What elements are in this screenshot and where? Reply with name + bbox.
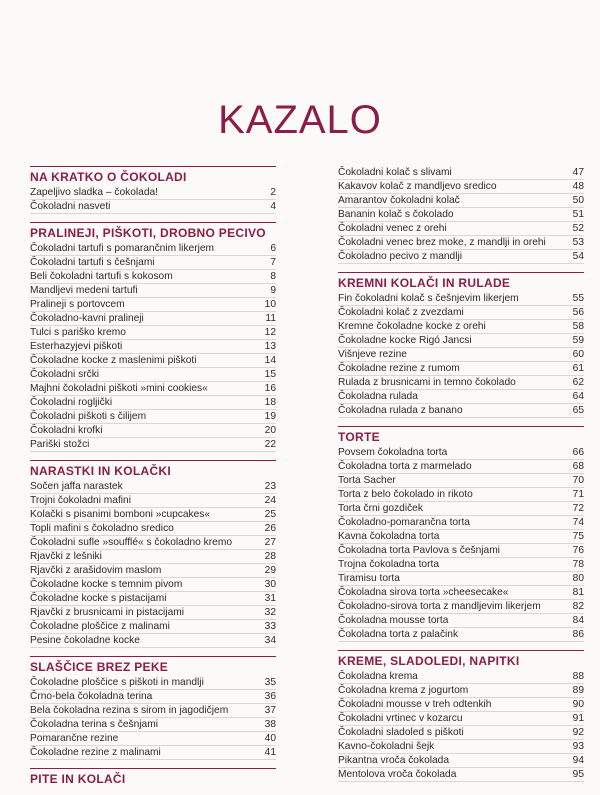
entry-title: Torta z belo čokolado in rikoto [338, 489, 473, 500]
section-heading: TORTE [338, 426, 584, 445]
entry-page-number: 25 [264, 509, 276, 520]
entry-title: Čokoladno-sirova torta z mandljevim likerjem [338, 601, 541, 612]
entry-title: Fin čokoladni kolač s češnjevim likerjem [338, 293, 519, 304]
entry-title: Mentolova vroča čokolada [338, 769, 457, 780]
entry-title: Kavna čokoladna torta [338, 531, 440, 542]
toc-entry[interactable] [30, 396, 276, 410]
entry-title: Rjavčki z brusnicami in pistacijami [30, 607, 184, 618]
toc-entry[interactable] [338, 544, 584, 558]
toc-entry[interactable] [30, 480, 276, 494]
toc-entry[interactable] [30, 200, 276, 214]
entry-title: Pralineji s portovcem [30, 299, 125, 310]
toc-entry[interactable] [338, 586, 584, 600]
toc-entry[interactable] [30, 410, 276, 424]
toc-entry[interactable] [338, 334, 584, 348]
entry-page-number: 51 [572, 209, 584, 220]
entry-title: Čokoladni vrtinec v kozarcu [338, 713, 463, 724]
entry-page-number: 52 [572, 223, 584, 234]
toc-entry[interactable] [338, 208, 584, 222]
section-heading: KREME, SLADOLEDI, NAPITKI [338, 650, 584, 669]
toc-section [338, 426, 584, 642]
toc-entry[interactable] [338, 306, 584, 320]
entry-title: Amarantov čokoladni kolač [338, 195, 460, 206]
entry-title: Čokoladni kolač z zvezdami [338, 307, 464, 318]
entry-title: Čokoladna torta z palačink [338, 629, 459, 640]
toc-left-column [30, 166, 276, 795]
entry-page-number: 33 [264, 621, 276, 632]
toc-entry[interactable] [30, 606, 276, 620]
entry-page-number: 9 [270, 285, 276, 296]
entry-page-number: 2 [270, 187, 276, 198]
toc-entry[interactable] [338, 488, 584, 502]
entry-page-number: 29 [264, 565, 276, 576]
entry-page-number: 11 [265, 313, 276, 324]
entry-page-number: 55 [572, 293, 584, 304]
toc-entry[interactable] [30, 508, 276, 522]
entry-page-number: 4 [270, 201, 276, 212]
toc-entry[interactable] [338, 614, 584, 628]
toc-entry[interactable] [30, 564, 276, 578]
entry-page-number: 65 [572, 405, 584, 416]
entry-title: Tiramisu torta [338, 573, 400, 584]
toc-entry[interactable] [338, 362, 584, 376]
entry-page-number: 8 [270, 271, 276, 282]
toc-section [30, 166, 276, 214]
entry-title: Kakavov kolač z mandljevo sredico [338, 181, 497, 192]
toc-entry[interactable] [338, 740, 584, 754]
entry-page-number: 13 [264, 341, 276, 352]
section-heading: NARASTKI IN KOLAČKI [30, 460, 276, 479]
entry-title: Pomarančne rezine [30, 733, 119, 744]
entry-page-number: 81 [572, 587, 584, 598]
entry-title: Čokoladni venec z orehi [338, 223, 447, 234]
entry-page-number: 74 [572, 517, 584, 528]
toc-entry[interactable] [30, 312, 276, 326]
toc-entry[interactable] [30, 284, 276, 298]
entry-page-number: 64 [572, 391, 584, 402]
toc-section [30, 222, 276, 452]
entry-title: Čokoladna terina s češnjami [30, 719, 158, 730]
entry-title: Pariški stožci [30, 439, 90, 450]
entry-title: Rjavčki z arašidovim maslom [30, 565, 162, 576]
entry-page-number: 76 [572, 545, 584, 556]
section-heading: PRALINEJI, PIŠKOTI, DROBNO PECIVO [30, 222, 276, 241]
toc-entry[interactable] [30, 186, 276, 200]
entry-title: Rulada z brusnicami in temno čokolado [338, 377, 516, 388]
entry-page-number: 82 [572, 601, 584, 612]
entry-page-number: 31 [264, 593, 276, 604]
entry-title: Povsem čokoladna torta [338, 447, 448, 458]
entry-page-number: 56 [572, 307, 584, 318]
entry-title: Čokoladne kocke z maslenimi piškoti [30, 355, 197, 366]
section-heading: KREMNI KOLAČI IN RULADE [338, 272, 584, 291]
toc-entry[interactable] [30, 550, 276, 564]
toc-entry[interactable] [30, 298, 276, 312]
entry-page-number: 80 [572, 573, 584, 584]
entry-page-number: 78 [572, 559, 584, 570]
entry-title: Čokoladni krofki [30, 425, 103, 436]
page-title: KAZALO [218, 98, 382, 142]
entry-page-number: 18 [264, 397, 276, 408]
toc-entry[interactable] [30, 494, 276, 508]
entry-title: Pesine čokoladne kocke [30, 635, 140, 646]
entry-title: Čokoladni srčki [30, 369, 100, 380]
toc-entry[interactable] [30, 242, 276, 256]
entry-page-number: 22 [264, 439, 276, 450]
entry-title: Čokoladni piškoti s čilijem [30, 411, 147, 422]
entry-title: Čokoladna torta Pavlova s češnjami [338, 545, 500, 556]
toc-entry[interactable] [30, 690, 276, 704]
toc-entry[interactable] [30, 382, 276, 396]
entry-page-number: 61 [572, 363, 584, 374]
entry-page-number: 37 [264, 705, 276, 716]
entry-page-number: 90 [572, 699, 584, 710]
entry-page-number: 47 [572, 167, 584, 178]
toc-entry[interactable] [338, 684, 584, 698]
entry-page-number: 91 [572, 713, 584, 724]
toc-entry[interactable] [338, 572, 584, 586]
toc-entry[interactable] [30, 634, 276, 648]
toc-entry[interactable] [30, 578, 276, 592]
entry-page-number: 54 [572, 251, 584, 262]
toc-entry[interactable] [338, 250, 584, 264]
toc-entry[interactable] [338, 236, 584, 250]
entry-title: Čokoladni mousse v treh odtenkih [338, 699, 492, 710]
entry-title: Torta Sacher [338, 475, 396, 486]
entry-title: Čokoladne kocke s pistacijami [30, 593, 167, 604]
toc-entry[interactable] [30, 592, 276, 606]
toc-entry[interactable] [338, 194, 584, 208]
entry-page-number: 58 [572, 321, 584, 332]
toc-entry[interactable] [30, 256, 276, 270]
entry-page-number: 15 [264, 369, 276, 380]
toc-entry[interactable] [338, 390, 584, 404]
entry-title: Čokoladno pecivo z mandlji [338, 251, 463, 262]
toc-entry[interactable] [30, 522, 276, 536]
toc-entry[interactable] [338, 460, 584, 474]
entry-page-number: 66 [572, 447, 584, 458]
entry-page-number: 35 [264, 677, 276, 688]
section-heading: SLAŠČICE BREZ PEKE [30, 656, 276, 675]
entry-page-number: 71 [572, 489, 584, 500]
toc-entry[interactable] [30, 354, 276, 368]
entry-page-number: 12 [264, 327, 276, 338]
toc-section [30, 460, 276, 648]
entry-title: Čokoladni sladoled s piškoti [338, 727, 464, 738]
entry-title: Tulci s pariško kremo [30, 327, 126, 338]
entry-title: Čokoladni rogljički [30, 397, 113, 408]
entry-title: Trojni čokoladni mafini [30, 495, 131, 506]
toc-entry[interactable] [338, 600, 584, 614]
entry-title: Višnjeve rezine [338, 349, 407, 360]
toc-entry[interactable] [338, 754, 584, 768]
toc-entry[interactable] [30, 340, 276, 354]
toc-entry[interactable] [338, 180, 584, 194]
entry-title: Bananin kolač s čokolado [338, 209, 454, 220]
entry-page-number: 19 [264, 411, 276, 422]
toc-entry[interactable] [30, 438, 276, 452]
entry-title: Kremne čokoladne kocke z orehi [338, 321, 486, 332]
entry-title: Čokoladni kolač s slivami [338, 167, 452, 178]
entry-page-number: 93 [572, 741, 584, 752]
entry-title: Čokoladne kocke s temnim pivom [30, 579, 183, 590]
toc-entry[interactable] [338, 670, 584, 684]
entry-title: Čokoladni tartufi s češnjami [30, 257, 155, 268]
toc-entry[interactable] [30, 270, 276, 284]
toc-entry[interactable] [338, 530, 584, 544]
entry-title: Esterhazyjevi piškoti [30, 341, 123, 352]
toc-entry[interactable] [338, 628, 584, 642]
entry-title: Čokoladna mousse torta [338, 615, 449, 626]
entry-page-number: 30 [264, 579, 276, 590]
entry-title: Čokoladna rulada [338, 391, 418, 402]
toc-entry[interactable] [338, 348, 584, 362]
entry-title: Črno-bela čokoladna terina [30, 691, 153, 702]
entry-page-number: 14 [264, 355, 276, 366]
entry-page-number: 84 [572, 615, 584, 626]
entry-page-number: 72 [572, 503, 584, 514]
toc-right-column [338, 166, 584, 790]
entry-title: Čokoladni nasveti [30, 201, 111, 212]
entry-page-number: 70 [572, 475, 584, 486]
entry-page-number: 59 [572, 335, 584, 346]
entry-title: Čokoladna torta z marmelado [338, 461, 472, 472]
toc-entry[interactable] [30, 368, 276, 382]
entry-page-number: 23 [264, 481, 276, 492]
entry-page-number: 68 [572, 461, 584, 472]
entry-page-number: 41 [264, 747, 276, 758]
entry-title: Čokoladne ploščice z malinami [30, 621, 170, 632]
toc-entry[interactable] [30, 536, 276, 550]
toc-entry[interactable] [30, 424, 276, 438]
toc-entry[interactable] [338, 768, 584, 782]
entry-title: Pikantna vroča čokolada [338, 755, 449, 766]
entry-title: Čokoladne ploščice s piškoti in mandlji [30, 677, 204, 688]
entry-title: Čokoladna krema [338, 671, 418, 682]
entry-title: Kavno-čokoladni šejk [338, 741, 435, 752]
toc-entry[interactable] [30, 732, 276, 746]
toc-entry[interactable] [30, 704, 276, 718]
entry-title: Čokoladne kocke Rigó Jancsi [338, 335, 472, 346]
toc-entry[interactable] [30, 718, 276, 732]
toc-entry[interactable] [338, 320, 584, 334]
entry-page-number: 86 [572, 629, 584, 640]
entry-title: Čokoladni venec brez moke, z mandlji in orehi [338, 237, 546, 248]
section-heading: NA KRATKO O ČOKOLADI [30, 166, 276, 185]
entry-title: Čokoladne rezine z malinami [30, 747, 161, 758]
entry-page-number: 75 [572, 531, 584, 542]
entry-title: Čokoladno-kavni pralineji [30, 313, 144, 324]
entry-title: Čokoladno-pomarančna torta [338, 517, 470, 528]
toc-entry[interactable] [338, 404, 584, 418]
entry-title: Rjavčki z lešniki [30, 551, 102, 562]
entry-page-number: 24 [264, 495, 276, 506]
entry-page-number: 7 [270, 257, 276, 268]
entry-page-number: 38 [264, 719, 276, 730]
entry-title: Čokoladni tartufi s pomarančnim likerjem [30, 243, 215, 254]
toc-entry[interactable] [338, 502, 584, 516]
entry-page-number: 10 [264, 299, 276, 310]
toc-entry[interactable] [30, 746, 276, 760]
toc-entry[interactable] [338, 446, 584, 460]
entry-title: Čokoladna krema z jogurtom [338, 685, 469, 696]
entry-page-number: 32 [264, 607, 276, 618]
entry-page-number: 28 [264, 551, 276, 562]
toc-entry[interactable] [338, 712, 584, 726]
entry-page-number: 6 [270, 243, 276, 254]
entry-title: Čokoladne rezine z rumom [338, 363, 460, 374]
toc-entry[interactable] [30, 676, 276, 690]
toc-entry[interactable] [338, 698, 584, 712]
entry-page-number: 20 [264, 425, 276, 436]
toc-section [338, 272, 584, 418]
entry-page-number: 26 [264, 523, 276, 534]
toc-entry[interactable] [338, 222, 584, 236]
entry-title: Zapeljivo sladka – čokolada! [30, 187, 158, 198]
entry-title: Bela čokoladna rezina s sirom in jagodičjem [30, 705, 229, 716]
entry-title: Majhni čokoladni piškoti »mini cookies« [30, 383, 208, 394]
entry-page-number: 36 [264, 691, 276, 702]
entry-page-number: 92 [572, 727, 584, 738]
entry-page-number: 48 [572, 181, 584, 192]
entry-page-number: 16 [264, 383, 276, 394]
entry-page-number: 27 [264, 537, 276, 548]
toc-entry[interactable] [338, 516, 584, 530]
toc-entry[interactable] [338, 726, 584, 740]
entry-title: Čokoladna sirova torta »cheesecake« [338, 587, 509, 598]
toc-section [30, 656, 276, 760]
toc-entry[interactable] [338, 558, 584, 572]
entry-title: Čokoladni sufle »soufflé« s čokoladno kremo [30, 537, 232, 548]
entry-title: Beli čokoladni tartufi s kokosom [30, 271, 173, 282]
toc-section [338, 650, 584, 782]
entry-page-number: 95 [572, 769, 584, 780]
entry-title: Mandljevi medeni tartufi [30, 285, 138, 296]
entry-page-number: 53 [572, 237, 584, 248]
entry-page-number: 88 [572, 671, 584, 682]
entry-title: Torta črni gozdiček [338, 503, 423, 514]
entry-page-number: 60 [572, 349, 584, 360]
toc-entry[interactable] [338, 292, 584, 306]
toc-entry[interactable] [30, 620, 276, 634]
entry-page-number: 40 [264, 733, 276, 744]
toc-section [338, 166, 584, 264]
toc-entry[interactable] [338, 376, 584, 390]
entry-title: Topli mafini s čokoladno sredico [30, 523, 174, 534]
toc-section [30, 768, 276, 787]
entry-page-number: 62 [572, 377, 584, 388]
entry-title: Kolački s pisanimi bomboni »cupcakes« [30, 509, 211, 520]
toc-entry[interactable] [30, 326, 276, 340]
entry-title: Sočen jaffa narastek [30, 481, 123, 492]
entry-page-number: 89 [572, 685, 584, 696]
entry-page-number: 50 [572, 195, 584, 206]
section-heading: PITE IN KOLAČI [30, 768, 276, 787]
toc-entry[interactable] [338, 474, 584, 488]
entry-title: Čokoladna rulada z banano [338, 405, 463, 416]
entry-title: Trojna čokoladna torta [338, 559, 439, 570]
entry-page-number: 94 [572, 755, 584, 766]
entry-page-number: 34 [264, 635, 276, 646]
toc-entry[interactable] [338, 166, 584, 180]
